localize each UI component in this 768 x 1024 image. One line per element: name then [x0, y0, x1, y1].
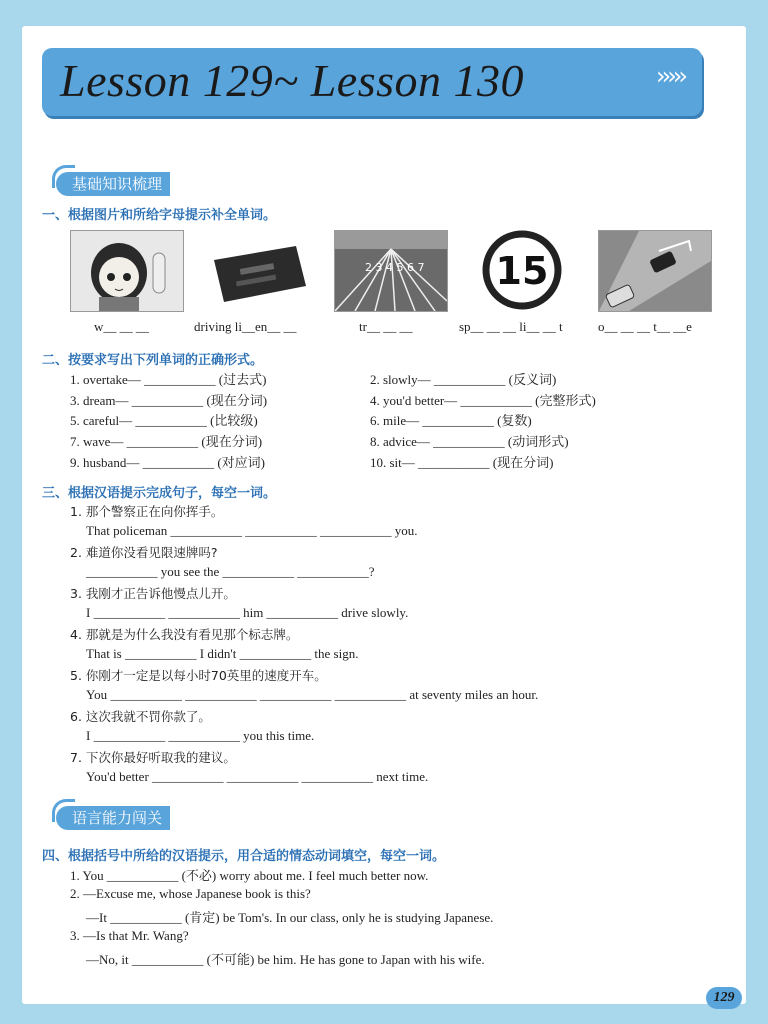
q3-english-1: That policeman ___________ ___________ ___________ you. [86, 523, 418, 538]
chevron-icon: ››››› [656, 62, 684, 90]
q3-english-4: That is ___________ I didn't ___________ the sign. [86, 646, 359, 661]
q2-item: 9. husband— ___________ (对应词) [70, 455, 265, 470]
q3-chinese-2: 2. 难道你没看见限速牌吗? [70, 545, 218, 560]
q3-english-2: ___________ you see the ___________ ___________? [86, 564, 375, 579]
arc-icon [52, 799, 75, 822]
q3-chinese-1: 1. 那个警察正在向你挥手。 [70, 504, 224, 519]
caption-1: w__ __ __ [94, 319, 149, 334]
svg-text:2 3 4 5 6 7: 2 3 4 5 6 7 [365, 261, 425, 274]
q4-line-2: 2. —Excuse me, whose Japanese book is this? [70, 886, 311, 901]
section-tag-ability: 语言能力闯关 [56, 806, 170, 830]
q2-item: 8. advice— ___________ (动词形式) [370, 434, 569, 449]
lesson-banner [42, 48, 702, 116]
girl-waving-icon [71, 231, 183, 311]
svg-text:15: 15 [495, 249, 549, 293]
lesson-title: Lesson 129~ Lesson 130 [60, 55, 524, 106]
caption-4: sp__ __ __ li__ __ t [459, 319, 563, 334]
q3-english-3: I ___________ ___________ him ___________ drive slowly. [86, 605, 409, 620]
q3-chinese-3: 3. 我刚才正告诉他慢点儿开。 [70, 586, 236, 601]
q4-heading: 四、根据括号中所给的汉语提示，用合适的情态动词填空，每空一词。 [42, 849, 446, 864]
picture-speed-limit-sign [466, 230, 578, 310]
caption-5: o__ __ __ t__ __e [598, 319, 692, 334]
section-tag-basics: 基础知识梳理 [56, 172, 170, 196]
q3-chinese-5: 5. 你刚才一定是以每小时70英里的速度开车。 [70, 668, 327, 683]
q3-heading: 三、根据汉语提示完成句子，每空一词。 [42, 486, 277, 501]
q2-item: 2. slowly— ___________ (反义词) [370, 372, 557, 387]
q1-heading: 一、根据图片和所给字母提示补全单词。 [42, 208, 277, 223]
q4-line-4: 3. —Is that Mr. Wang? [70, 928, 189, 943]
overtake-icon [599, 231, 711, 311]
q3-english-5: You ___________ ___________ ___________ ___________ at seventy miles an hour. [86, 687, 539, 702]
q2-heading: 二、按要求写出下列单词的正确形式。 [42, 353, 264, 368]
q2-item: 6. mile— ___________ (复数) [370, 413, 532, 428]
licence-icon [200, 230, 312, 310]
q2-item: 5. careful— ___________ (比较级) [70, 413, 258, 428]
caption-2: driving li__en__ __ [194, 319, 297, 334]
page-number: 129 [706, 987, 742, 1009]
q4-line-3: —It ___________ (肯定) be Tom's. In our class, only he is studying Japanese. [86, 910, 494, 925]
q3-english-7: You'd better ___________ ___________ ___________ next time. [86, 769, 429, 784]
picture-driving-licence [200, 230, 312, 310]
picture-overtaking-car [598, 230, 712, 312]
q3-chinese-7: 7. 下次你最好听取我的建议。 [70, 750, 236, 765]
q2-item: 4. you'd better— ___________ (完整形式) [370, 393, 596, 408]
q4-line-1: 1. You ___________ (不必) worry about me. I feel much better now. [70, 868, 429, 883]
q2-item: 10. sit— ___________ (现在分词) [370, 455, 554, 470]
q2-item: 1. overtake— ___________ (过去式) [70, 372, 267, 387]
q2-item: 3. dream— ___________ (现在分词) [70, 393, 268, 408]
q3-chinese-6: 6. 这次我就不罚你款了。 [70, 709, 211, 724]
track-icon [335, 231, 447, 311]
picture-running-track [334, 230, 448, 312]
caption-3: tr__ __ __ [359, 319, 413, 334]
q3-english-6: I ___________ ___________ you this time. [86, 728, 315, 743]
q4-line-5: —No, it ___________ (不可能) be him. He has gone to Japan with his wife. [86, 952, 485, 967]
picture-girl-waving [70, 230, 184, 312]
arc-icon [52, 165, 75, 188]
q2-item: 7. wave— ___________ (现在分词) [70, 434, 263, 449]
q3-chinese-4: 4. 那就是为什么我没有看见那个标志牌。 [70, 627, 299, 642]
speed-limit-icon [466, 230, 578, 310]
